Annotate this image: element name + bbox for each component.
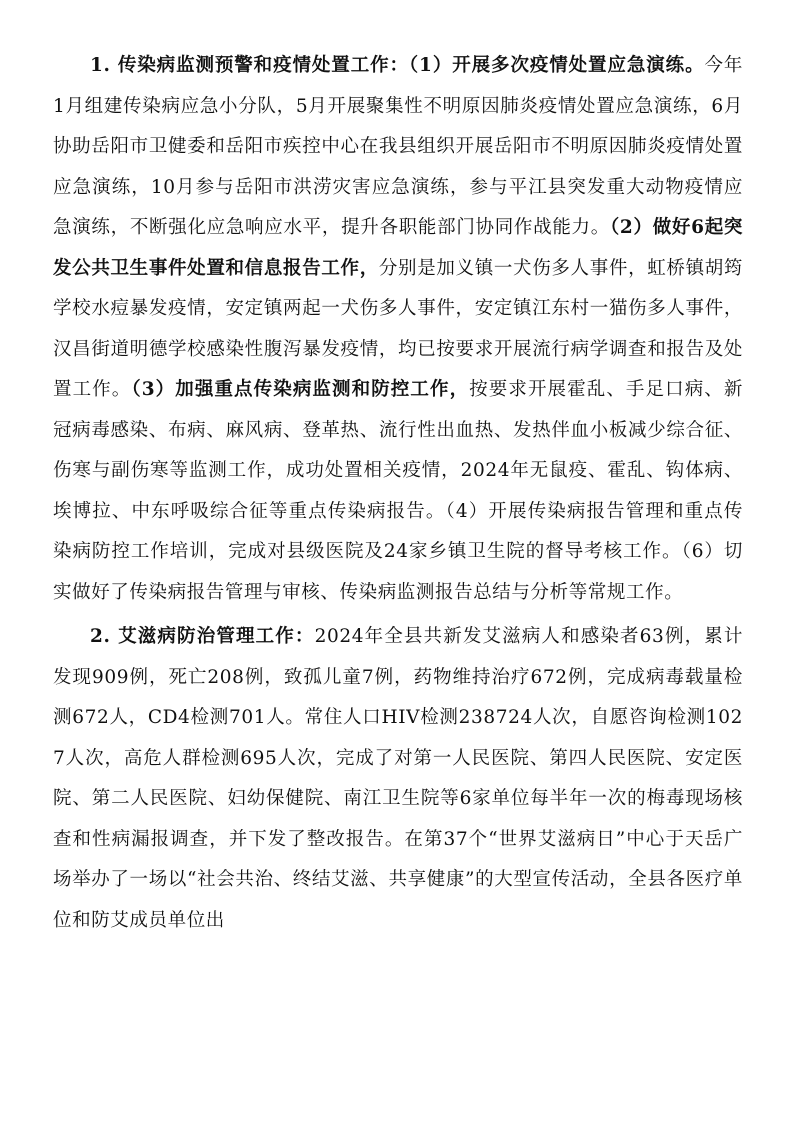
section-1-item-3-title: （3）加强重点传染病监测和防控工作，	[131, 379, 470, 400]
section-1-item-1-title: （1）开展多次疫情处置应急演练。	[408, 55, 705, 76]
document-page	[53, 46, 743, 945]
section-1-item-2-title: （2）做好6起突发公共卫生事件处置和信息报告工作，	[53, 217, 744, 279]
section-1-item-3-body: 按要求开展霍乱、手足口病、新冠病毒感染、布病、麻风病、登革热、流行性出血热、发热伴血小板减少综合征、伤寒与副伤寒等监测工作，成功处置相关疫情，2024年无鼠疫、霍乱、钩体病、埃博拉、中东呼吸综合征等重点传染病报告。（4）开展传染病报告管理和重点传染病防控工作培训，完成对县级医院及24家乡镇卫生院的督导考核工作。（6）切实做好了传染病报告管理与审核、传染病监测报告总结与分析等常规工作。	[53, 379, 743, 603]
section-2-heading: 2. 艾滋病防治管理工作：	[90, 626, 315, 647]
section-1-heading: 1. 传染病监测预警和疫情处置工作：	[90, 55, 409, 76]
section-1-item-2-body: 分别是加义镇一犬伤多人事件，虹桥镇胡筠学校水痘暴发疫情，安定镇两起一犬伤多人事件，安定镇江东村一猫伤多人事件，汉昌街道明德学校感染性腹泻暴发疫情，均已按要求开展流行病学调查和报告及处置工作。	[53, 257, 744, 400]
section-1-paragraph	[53, 46, 743, 613]
section-2-paragraph	[53, 617, 743, 941]
section-1-item-1-body: 今年1月组建传染病应急小分队，5月开展聚集性不明原因肺炎疫情处置应急演练，6月协助岳阳市卫健委和岳阳市疾控中心在我县组织开展岳阳市不明原因肺炎疫情处置应急演练，10月参与岳阳市洪涝灾害应急演练，参与平江县突发重大动物疫情应急演练，不断强化应急响应水平，提升各职能部门协同作战能力。	[53, 55, 743, 238]
section-2-body: 2024年全县共新发艾滋病人和感染者63例，累计发现909例，死亡208例，致孤儿童7例，药物维持治疗672例，完成病毒载量检测672人，CD4检测701人。常住人口HIV检测238724人次，自愿咨询检测1027人次，高危人群检测695人次，完成了对第一人民医院、第四人民医院、安定医院、第二人民医院、妇幼保健院、南江卫生院等6家单位每半年一次的梅毒现场核查和性病漏报调查，并下发了整改报告。在第37个“世界艾滋病日”中心于天岳广场举办了一场以“社会共治、终结艾滋、共享健康”的大型宣传活动，全县各医疗单位和防艾成员单位出	[53, 626, 743, 931]
